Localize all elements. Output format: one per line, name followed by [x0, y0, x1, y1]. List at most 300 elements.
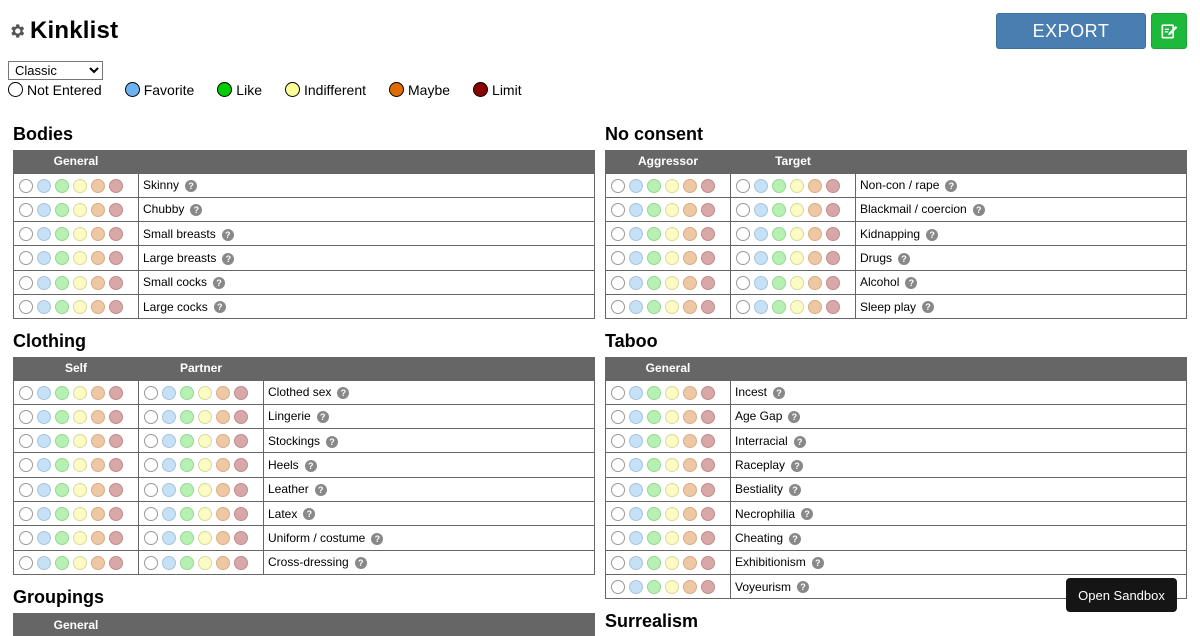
choice-like-button[interactable]	[772, 251, 786, 265]
choice-limit-button[interactable]	[109, 410, 123, 424]
choice-like-button[interactable]	[180, 531, 194, 545]
choice-indifferent-button[interactable]	[665, 531, 679, 545]
help-icon[interactable]: ?	[801, 508, 813, 520]
choice-indifferent-button[interactable]	[73, 300, 87, 314]
choice-favorite-button[interactable]	[37, 227, 51, 241]
choice-like-button[interactable]	[55, 483, 69, 497]
help-icon[interactable]: ?	[973, 204, 985, 216]
choice-indifferent-button[interactable]	[665, 580, 679, 594]
choice-maybe-button[interactable]	[683, 483, 697, 497]
choice-maybe-button[interactable]	[91, 531, 105, 545]
choice-like-button[interactable]	[772, 227, 786, 241]
help-icon[interactable]: ?	[222, 253, 234, 265]
choice-like-button[interactable]	[772, 179, 786, 193]
choice-like-button[interactable]	[180, 483, 194, 497]
help-icon[interactable]: ?	[898, 253, 910, 265]
choice-like-button[interactable]	[647, 434, 661, 448]
choice-maybe-button[interactable]	[683, 300, 697, 314]
choice-favorite-button[interactable]	[629, 556, 643, 570]
choice-indifferent-button[interactable]	[665, 251, 679, 265]
choice-limit-button[interactable]	[701, 203, 715, 217]
choice-not-entered-button[interactable]	[19, 300, 33, 314]
kink-item	[264, 380, 595, 404]
choice-not-entered-button[interactable]	[19, 410, 33, 424]
choice-maybe-button[interactable]	[683, 203, 697, 217]
choice-limit-button[interactable]	[109, 386, 123, 400]
choice-not-entered-button[interactable]	[611, 410, 625, 424]
choice-indifferent-button[interactable]	[73, 507, 87, 521]
choice-like-button[interactable]	[180, 458, 194, 472]
choice-not-entered-button[interactable]	[19, 386, 33, 400]
choice-limit-button[interactable]	[109, 458, 123, 472]
choice-limit-button[interactable]	[701, 300, 715, 314]
choice-maybe-button[interactable]	[683, 556, 697, 570]
open-sandbox-button[interactable]: Open Sandbox	[1066, 578, 1177, 612]
choice-favorite-button[interactable]	[754, 179, 768, 193]
help-icon[interactable]: ?	[337, 387, 349, 399]
choice-maybe-button[interactable]	[91, 556, 105, 570]
choice-limit-button[interactable]	[701, 410, 715, 424]
choice-limit-button[interactable]	[701, 483, 715, 497]
help-icon[interactable]: ?	[794, 436, 806, 448]
help-icon[interactable]: ?	[371, 533, 383, 545]
choice-favorite-button[interactable]	[629, 434, 643, 448]
choice-like-button[interactable]	[55, 434, 69, 448]
choice-indifferent-button[interactable]	[198, 507, 212, 521]
choice-not-entered-button[interactable]	[144, 531, 158, 545]
choice-limit-button[interactable]	[109, 300, 123, 314]
section-title: Groupings	[13, 587, 104, 607]
choice-limit-button[interactable]	[701, 507, 715, 521]
choice-limit-button[interactable]	[234, 483, 248, 497]
choice-not-entered-button[interactable]	[611, 227, 625, 241]
help-icon[interactable]: ?	[185, 180, 197, 192]
choice-like-button[interactable]	[180, 507, 194, 521]
choice-favorite-button[interactable]	[37, 458, 51, 472]
choice-maybe-button[interactable]	[91, 300, 105, 314]
choice-not-entered-button[interactable]	[144, 483, 158, 497]
choice-like-button[interactable]	[647, 276, 661, 290]
choice-like-button[interactable]	[647, 507, 661, 521]
choice-indifferent-button[interactable]	[73, 483, 87, 497]
choice-favorite-button[interactable]	[629, 251, 643, 265]
choice-favorite-button[interactable]	[629, 531, 643, 545]
choice-favorite-button[interactable]	[629, 276, 643, 290]
help-icon[interactable]: ?	[222, 229, 234, 241]
choice-indifferent-button[interactable]	[73, 179, 87, 193]
choice-favorite-button[interactable]	[629, 580, 643, 594]
choice-like-button[interactable]	[647, 251, 661, 265]
choice-limit-button[interactable]	[826, 300, 840, 314]
help-icon[interactable]: ?	[355, 557, 367, 569]
choice-indifferent-button[interactable]	[73, 227, 87, 241]
choice-favorite-button[interactable]	[629, 203, 643, 217]
choice-like-button[interactable]	[647, 580, 661, 594]
choice-like-button[interactable]	[772, 300, 786, 314]
choice-favorite-button[interactable]	[629, 386, 643, 400]
help-icon[interactable]: ?	[789, 484, 801, 496]
choice-favorite-button[interactable]	[37, 410, 51, 424]
choice-limit-button[interactable]	[701, 580, 715, 594]
choice-not-entered-button[interactable]	[611, 531, 625, 545]
choice-indifferent-button[interactable]	[198, 483, 212, 497]
choice-maybe-button[interactable]	[91, 507, 105, 521]
choice-indifferent-button[interactable]	[665, 410, 679, 424]
choice-limit-button[interactable]	[109, 251, 123, 265]
help-icon[interactable]: ?	[303, 508, 315, 520]
choice-limit-button[interactable]	[234, 531, 248, 545]
choice-favorite-button[interactable]	[629, 410, 643, 424]
choice-limit-button[interactable]	[701, 227, 715, 241]
choice-maybe-button[interactable]	[808, 203, 822, 217]
choice-maybe-button[interactable]	[683, 386, 697, 400]
choice-limit-button[interactable]	[109, 556, 123, 570]
choice-like-button[interactable]	[55, 386, 69, 400]
help-icon[interactable]: ?	[797, 581, 809, 593]
choice-indifferent-button[interactable]	[665, 276, 679, 290]
choice-not-entered-button[interactable]	[19, 507, 33, 521]
choice-like-button[interactable]	[647, 227, 661, 241]
choice-like-button[interactable]	[55, 300, 69, 314]
choice-not-entered-button[interactable]	[19, 227, 33, 241]
choice-not-entered-button[interactable]	[19, 483, 33, 497]
help-icon[interactable]: ?	[922, 301, 934, 313]
choice-favorite-button[interactable]	[162, 458, 176, 472]
choice-favorite-button[interactable]	[37, 300, 51, 314]
choice-favorite-button[interactable]	[37, 203, 51, 217]
choice-maybe-button[interactable]	[808, 300, 822, 314]
choice-not-entered-button[interactable]	[144, 458, 158, 472]
legend-color-swatch	[8, 82, 23, 97]
choice-like-button[interactable]	[55, 203, 69, 217]
choice-favorite-button[interactable]	[162, 386, 176, 400]
choice-favorite-button[interactable]	[37, 251, 51, 265]
choice-maybe-button[interactable]	[808, 227, 822, 241]
help-icon[interactable]: ?	[214, 301, 226, 313]
choice-favorite-button[interactable]	[629, 483, 643, 497]
choice-indifferent-button[interactable]	[198, 386, 212, 400]
help-icon[interactable]: ?	[326, 436, 338, 448]
choice-limit-button[interactable]	[701, 531, 715, 545]
choice-not-entered-button[interactable]	[611, 386, 625, 400]
choice-group	[14, 550, 139, 574]
help-icon[interactable]: ?	[812, 557, 824, 569]
choice-favorite-button[interactable]	[162, 507, 176, 521]
choice-maybe-button[interactable]	[683, 410, 697, 424]
choice-indifferent-button[interactable]	[198, 410, 212, 424]
choice-indifferent-button[interactable]	[73, 276, 87, 290]
choice-maybe-button[interactable]	[683, 179, 697, 193]
section-title: Surrealism	[605, 611, 699, 631]
choice-indifferent-button[interactable]	[665, 434, 679, 448]
choice-indifferent-button[interactable]	[790, 300, 804, 314]
choice-not-entered-button[interactable]	[144, 507, 158, 521]
choice-like-button[interactable]	[647, 203, 661, 217]
choice-maybe-button[interactable]	[216, 531, 230, 545]
choice-maybe-button[interactable]	[91, 410, 105, 424]
choice-not-entered-button[interactable]	[611, 483, 625, 497]
kink-label: Cheating	[735, 530, 784, 545]
choice-maybe-button[interactable]	[683, 507, 697, 521]
choice-indifferent-button[interactable]	[73, 556, 87, 570]
list-mode-select[interactable]	[8, 61, 103, 80]
choice-indifferent-button[interactable]	[73, 386, 87, 400]
choice-maybe-button[interactable]	[808, 276, 822, 290]
choice-limit-button[interactable]	[234, 507, 248, 521]
choice-favorite-button[interactable]	[629, 507, 643, 521]
choice-limit-button[interactable]	[701, 458, 715, 472]
choice-maybe-button[interactable]	[683, 227, 697, 241]
choice-not-entered-button[interactable]	[144, 386, 158, 400]
choice-limit-button[interactable]	[826, 251, 840, 265]
choice-maybe-button[interactable]	[808, 251, 822, 265]
choice-not-entered-button[interactable]	[19, 556, 33, 570]
choice-limit-button[interactable]	[234, 386, 248, 400]
choice-indifferent-button[interactable]	[665, 386, 679, 400]
choice-limit-button[interactable]	[109, 179, 123, 193]
help-icon[interactable]: ?	[905, 277, 917, 289]
choice-favorite-button[interactable]	[754, 276, 768, 290]
choice-not-entered-button[interactable]	[611, 580, 625, 594]
help-icon[interactable]: ?	[926, 229, 938, 241]
choice-favorite-button[interactable]	[629, 300, 643, 314]
choice-like-button[interactable]	[180, 556, 194, 570]
choice-favorite-button[interactable]	[629, 458, 643, 472]
choice-like-button[interactable]	[647, 386, 661, 400]
choice-like-button[interactable]	[55, 251, 69, 265]
choice-favorite-button[interactable]	[162, 434, 176, 448]
choice-not-entered-button[interactable]	[611, 300, 625, 314]
choice-maybe-button[interactable]	[683, 531, 697, 545]
choice-favorite-button[interactable]	[162, 531, 176, 545]
choice-not-entered-button[interactable]	[19, 531, 33, 545]
choice-limit-button[interactable]	[701, 276, 715, 290]
choice-limit-button[interactable]	[701, 251, 715, 265]
choice-not-entered-button[interactable]	[144, 410, 158, 424]
choice-group	[606, 526, 731, 550]
choice-not-entered-button[interactable]	[611, 251, 625, 265]
choice-limit-button[interactable]	[109, 434, 123, 448]
choice-like-button[interactable]	[647, 458, 661, 472]
choice-like-button[interactable]	[180, 386, 194, 400]
choice-favorite-button[interactable]	[162, 483, 176, 497]
choice-maybe-button[interactable]	[91, 251, 105, 265]
help-icon[interactable]: ?	[190, 204, 202, 216]
choice-like-button[interactable]	[647, 531, 661, 545]
choice-indifferent-button[interactable]	[665, 203, 679, 217]
choice-like-button[interactable]	[647, 483, 661, 497]
choice-limit-button[interactable]	[109, 531, 123, 545]
choice-maybe-button[interactable]	[91, 458, 105, 472]
choice-maybe-button[interactable]	[683, 276, 697, 290]
choice-maybe-button[interactable]	[683, 434, 697, 448]
choice-like-button[interactable]	[55, 458, 69, 472]
choice-maybe-button[interactable]	[683, 458, 697, 472]
choice-indifferent-button[interactable]	[790, 203, 804, 217]
choice-like-button[interactable]	[180, 410, 194, 424]
choice-not-entered-button[interactable]	[611, 179, 625, 193]
choice-not-entered-button[interactable]	[736, 179, 750, 193]
choice-not-entered-button[interactable]	[144, 434, 158, 448]
choice-like-button[interactable]	[647, 300, 661, 314]
help-icon[interactable]: ?	[791, 460, 803, 472]
choice-like-button[interactable]	[55, 507, 69, 521]
choice-limit-button[interactable]	[109, 203, 123, 217]
choice-indifferent-button[interactable]	[198, 434, 212, 448]
choice-maybe-button[interactable]	[91, 386, 105, 400]
help-icon[interactable]: ?	[789, 533, 801, 545]
choice-like-button[interactable]	[55, 556, 69, 570]
choice-not-entered-button[interactable]	[611, 203, 625, 217]
choice-maybe-button[interactable]	[91, 179, 105, 193]
choice-not-entered-button[interactable]	[19, 251, 33, 265]
choice-limit-button[interactable]	[109, 483, 123, 497]
choice-limit-button[interactable]	[701, 386, 715, 400]
choice-like-button[interactable]	[647, 556, 661, 570]
kink-item	[731, 526, 1187, 550]
help-icon[interactable]: ?	[305, 460, 317, 472]
help-icon[interactable]: ?	[788, 411, 800, 423]
choice-indifferent-button[interactable]	[665, 300, 679, 314]
choice-limit-button[interactable]	[109, 276, 123, 290]
choice-not-entered-button[interactable]	[611, 458, 625, 472]
choice-maybe-button[interactable]	[216, 507, 230, 521]
choice-not-entered-button[interactable]	[736, 276, 750, 290]
choice-like-button[interactable]	[55, 227, 69, 241]
choice-not-entered-button[interactable]	[144, 556, 158, 570]
choice-maybe-button[interactable]	[91, 483, 105, 497]
choice-not-entered-button[interactable]	[611, 276, 625, 290]
help-icon[interactable]: ?	[945, 180, 957, 192]
choice-limit-button[interactable]	[826, 276, 840, 290]
choice-indifferent-button[interactable]	[790, 276, 804, 290]
choice-like-button[interactable]	[772, 276, 786, 290]
choice-like-button[interactable]	[55, 531, 69, 545]
choice-maybe-button[interactable]	[91, 227, 105, 241]
choice-limit-button[interactable]	[109, 227, 123, 241]
choice-not-entered-button[interactable]	[736, 203, 750, 217]
choice-maybe-button[interactable]	[91, 203, 105, 217]
choice-favorite-button[interactable]	[629, 179, 643, 193]
choice-like-button[interactable]	[647, 179, 661, 193]
choice-indifferent-button[interactable]	[665, 507, 679, 521]
choice-like-button[interactable]	[55, 276, 69, 290]
choice-favorite-button[interactable]	[754, 251, 768, 265]
choice-limit-button[interactable]	[826, 227, 840, 241]
edit-button[interactable]	[1151, 13, 1187, 49]
choice-indifferent-button[interactable]	[790, 251, 804, 265]
help-icon[interactable]: ?	[317, 411, 329, 423]
choice-maybe-button[interactable]	[91, 276, 105, 290]
choice-favorite-button[interactable]	[162, 556, 176, 570]
choice-limit-button[interactable]	[234, 434, 248, 448]
choice-not-entered-button[interactable]	[19, 458, 33, 472]
choice-indifferent-button[interactable]	[665, 227, 679, 241]
choice-not-entered-button[interactable]	[19, 179, 33, 193]
choice-like-button[interactable]	[647, 410, 661, 424]
choice-indifferent-button[interactable]	[73, 434, 87, 448]
choice-limit-button[interactable]	[234, 458, 248, 472]
choice-favorite-button[interactable]	[754, 227, 768, 241]
help-icon[interactable]: ?	[213, 277, 225, 289]
choice-indifferent-button[interactable]	[198, 458, 212, 472]
choice-favorite-button[interactable]	[37, 434, 51, 448]
help-icon[interactable]: ?	[773, 387, 785, 399]
choice-maybe-button[interactable]	[216, 483, 230, 497]
choice-indifferent-button[interactable]	[73, 458, 87, 472]
choice-like-button[interactable]	[180, 434, 194, 448]
choice-favorite-button[interactable]	[162, 410, 176, 424]
choice-indifferent-button[interactable]	[73, 203, 87, 217]
choice-favorite-button[interactable]	[37, 179, 51, 193]
choice-indifferent-button[interactable]	[198, 531, 212, 545]
choice-favorite-button[interactable]	[37, 556, 51, 570]
choice-indifferent-button[interactable]	[790, 179, 804, 193]
choice-favorite-button[interactable]	[37, 483, 51, 497]
choice-like-button[interactable]	[55, 179, 69, 193]
choice-indifferent-button[interactable]	[73, 531, 87, 545]
choice-indifferent-button[interactable]	[665, 556, 679, 570]
choice-maybe-button[interactable]	[216, 386, 230, 400]
choice-not-entered-button[interactable]	[736, 300, 750, 314]
choice-not-entered-button[interactable]	[611, 556, 625, 570]
choice-indifferent-button[interactable]	[73, 410, 87, 424]
choice-indifferent-button[interactable]	[73, 251, 87, 265]
choice-favorite-button[interactable]	[37, 507, 51, 521]
choice-maybe-button[interactable]	[216, 556, 230, 570]
choice-limit-button[interactable]	[701, 556, 715, 570]
choice-favorite-button[interactable]	[37, 386, 51, 400]
choice-limit-button[interactable]	[701, 179, 715, 193]
choice-limit-button[interactable]	[826, 203, 840, 217]
choice-favorite-button[interactable]	[754, 300, 768, 314]
choice-not-entered-button[interactable]	[611, 434, 625, 448]
choice-not-entered-button[interactable]	[19, 203, 33, 217]
choice-maybe-button[interactable]	[216, 434, 230, 448]
choice-not-entered-button[interactable]	[19, 276, 33, 290]
choice-indifferent-button[interactable]	[665, 179, 679, 193]
choice-limit-button[interactable]	[826, 179, 840, 193]
choice-like-button[interactable]	[772, 203, 786, 217]
choice-like-button[interactable]	[55, 410, 69, 424]
choice-maybe-button[interactable]	[216, 458, 230, 472]
choice-indifferent-button[interactable]	[665, 458, 679, 472]
choice-indifferent-button[interactable]	[198, 556, 212, 570]
choice-limit-button[interactable]	[109, 507, 123, 521]
choice-maybe-button[interactable]	[808, 179, 822, 193]
choice-indifferent-button[interactable]	[665, 483, 679, 497]
export-button[interactable]: EXPORT	[996, 13, 1146, 49]
choice-maybe-button[interactable]	[91, 434, 105, 448]
choice-maybe-button[interactable]	[216, 410, 230, 424]
choice-indifferent-button[interactable]	[790, 227, 804, 241]
choice-limit-button[interactable]	[234, 410, 248, 424]
choice-favorite-button[interactable]	[37, 276, 51, 290]
choice-not-entered-button[interactable]	[19, 434, 33, 448]
choice-favorite-button[interactable]	[629, 227, 643, 241]
choice-not-entered-button[interactable]	[736, 227, 750, 241]
choice-not-entered-button[interactable]	[736, 251, 750, 265]
choice-favorite-button[interactable]	[37, 531, 51, 545]
help-icon[interactable]: ?	[315, 484, 327, 496]
choice-maybe-button[interactable]	[683, 580, 697, 594]
choice-not-entered-button[interactable]	[611, 507, 625, 521]
choice-limit-button[interactable]	[234, 556, 248, 570]
choice-limit-button[interactable]	[701, 434, 715, 448]
gear-icon[interactable]	[8, 22, 26, 40]
choice-maybe-button[interactable]	[683, 251, 697, 265]
choice-favorite-button[interactable]	[754, 203, 768, 217]
